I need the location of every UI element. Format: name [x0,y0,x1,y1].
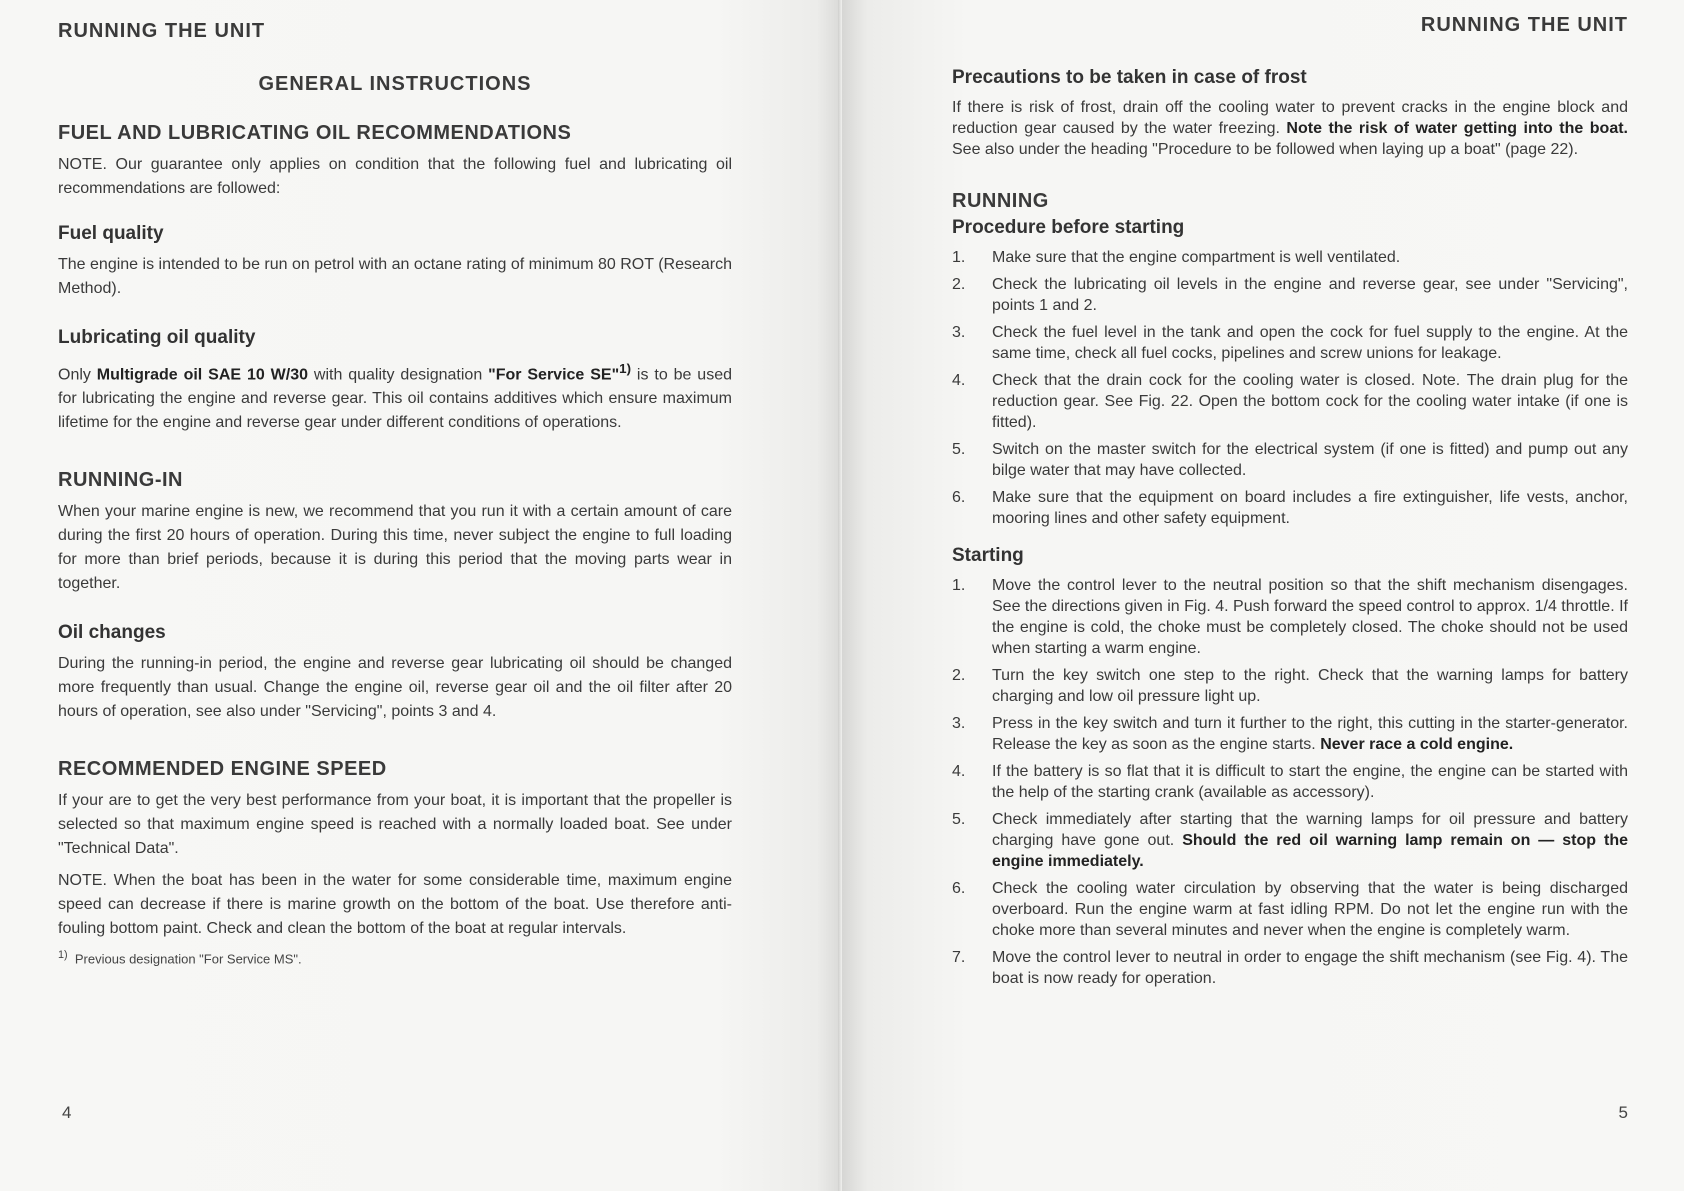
list-item [952,487,1628,529]
step-text: Turn the key switch one step to the right. Check that the warning lamps for battery charging and low oil pressure light up. [992,667,1628,705]
footnote-ref: 1) [619,361,632,376]
step-text: Check that the drain cock for the cooling water is closed. Note. The drain plug for the reduction gear. See Fig. 22. Open the bottom cock for the cooling water intake (if one is fitted). [992,372,1628,431]
fuel-quality-text: The engine is intended to be run on petrol with an octane rating of minimum 80 ROT (Research Method). [58,256,732,297]
step-text: Check the fuel level in the tank and open the cock for fuel supply to the engine. At the same time, check all fuel cocks, pipelines and screw unions for leakage. [992,324,1628,362]
engine-speed-heading: RECOMMENDED ENGINE SPEED [58,758,387,781]
step-text: Check the cooling water circulation by observing that the water is being discharged overboard. Run the engine warm at fast idling RPM. Do not let the engine run with the choke more than several minutes and never when the engine is completely warm. [992,880,1628,939]
list-item [952,665,1628,707]
list-item [952,713,1628,755]
step-number: 1. [952,249,966,266]
lub-quality-heading: Lubricating oil quality [58,327,256,348]
list-item [952,274,1628,316]
step-text: Make sure that the equipment on board includes a fire extinguisher, life vests, anchor, mooring lines and other safety equipment. [992,489,1628,527]
note-marine-growth: NOTE. When the boat has been in the water for some considerable time, maximum engine speed can decrease if there is marine growth on the bottom of the boat. Use therefore anti-fouling bottom paint. Check and clean the bottom of the boat at regular intervals. [58,872,732,938]
cold-engine-warning: Never race a cold engine. [1320,736,1514,753]
list-item [952,322,1628,364]
step-text: Move the control lever to neutral in order to engage the shift mechanism (see Fig. 4). The boat is now ready for operation. [992,949,1628,987]
step-text: Check immediately after starting that the warning lamps for oil pressure and battery charging have gone out. [992,811,1628,849]
step-number: 5. [952,811,966,828]
frost-text-c: See also under the heading "Procedure to be followed when laying up a boat" (page 22). [952,141,1579,158]
frost-text-a: If there is risk of frost, drain off the cooling water to prevent cracks in the engine block and reduction gear caused by the water freezing. [952,99,1628,137]
list-item [952,439,1628,481]
list-item [952,761,1628,803]
step-text: Press in the key switch and turn it further to the right, this cutting in the starter-generator. Release the key as soon as the engine starts. [992,715,1628,753]
oil-grade: Multigrade oil SAE 10 W/30 [96,366,308,384]
list-item [952,370,1628,433]
list-item [952,947,1628,989]
page-number-right: 5 [1618,1103,1628,1122]
step-number: 3. [952,715,966,732]
starting-heading: Starting [952,545,1024,566]
step-number: 2. [952,276,966,293]
general-instructions-title: GENERAL INSTRUCTIONS [258,73,532,95]
step-text: If the battery is so flat that it is difficult to start the engine, the engine can be started with the help of the starting crank (available as accessory). [992,763,1628,801]
frost-text [952,97,1628,160]
lub-quality-text [58,357,732,435]
step-text: Switch on the master switch for the electrical system (if one is fitted) and pump out any bilge water that may have collected. [992,441,1628,479]
running-head-right: RUNNING THE UNIT [1420,14,1628,36]
footnote [58,949,732,966]
oil-changes-heading: Oil changes [58,622,166,644]
oil-lamp-warning: Should the red oil warning lamp remain on — stop the engine immediately. [992,832,1628,870]
frost-warning: Note the risk of water getting into the boat. [1286,120,1628,137]
step-number: 6. [952,489,966,506]
frost-heading: Precautions to be taken in case of frost [952,67,1307,88]
page-number-left: 4 [62,1103,72,1122]
starting-list [952,575,1628,989]
engine-speed-text: If your are to get the very best performance from your boat, it is important that the propeller is selected so that maximum engine speed is reached with a normally loaded boat. See under "Technical Data". [58,792,732,858]
step-number: 1. [952,577,966,594]
footnote-text: Previous designation "For Service MS". [74,951,302,967]
step-number: 4. [952,763,966,780]
lub-text-e: is to be used for lubricating the engine and reverse gear. This oil contains additives which ensure maximum lifetime for the engine and reverse gear under different conditions of operations. [58,366,732,432]
step-number: 7. [952,949,966,966]
running-head-left: RUNNING THE UNIT [58,20,266,42]
before-starting-heading: Procedure before starting [952,217,1185,238]
fuel-quality-heading: Fuel quality [58,223,164,244]
step-text: Move the control lever to the neutral position so that the shift mechanism disengages. See the directions given in Fig. 4. Push forward the speed control to approx. 1/4 throttle. If the engine is cold, the choke must be completely closed. The choke should not be used when starting a warm engine. [992,577,1628,657]
step-number: 3. [952,324,966,341]
fuel-lub-heading: FUEL AND LUBRICATING OIL RECOMMENDATIONS [58,122,572,144]
running-in-text: When your marine engine is new, we recommend that you run it with a certain amount of care during the first 20 hours of operation. During this time, never subject the engine to full loading for more than brief periods, because it is during this period that the moving parts wear in together. [58,503,732,593]
list-item [952,575,1628,659]
step-number: 2. [952,667,966,684]
list-item [952,878,1628,941]
list-item [952,247,1628,268]
step-number: 4. [952,372,966,389]
running-heading: RUNNING [952,190,1049,212]
lub-text-a: Only [58,366,97,384]
note-guarantee: NOTE. Our guarantee only applies on condition that the following fuel and lubricating oil recommendations are followed: [58,156,732,197]
before-starting-list [952,247,1628,529]
step-number: 5. [952,441,966,458]
service-designation: "For Service SE" [488,366,620,384]
step-text: Make sure that the engine compartment is well ventilated. [992,249,1401,266]
step-number: 6. [952,880,966,897]
right-page [842,0,1684,1191]
step-text: Check the lubricating oil levels in the engine and reverse gear, see under "Servicing", points 1 and 2. [992,276,1628,314]
oil-changes-text: During the running-in period, the engine and reverse gear lubricating oil should be changed more frequently than usual. Change the engine oil, reverse gear oil and the oil filter after 20 hours of operation, see also under "Servicing", points 3 and 4. [58,655,732,721]
footnote-mark: 1) [58,949,68,962]
running-in-heading: RUNNING-IN [58,469,183,492]
lub-text-c: with quality designation [307,366,489,384]
list-item [952,809,1628,872]
